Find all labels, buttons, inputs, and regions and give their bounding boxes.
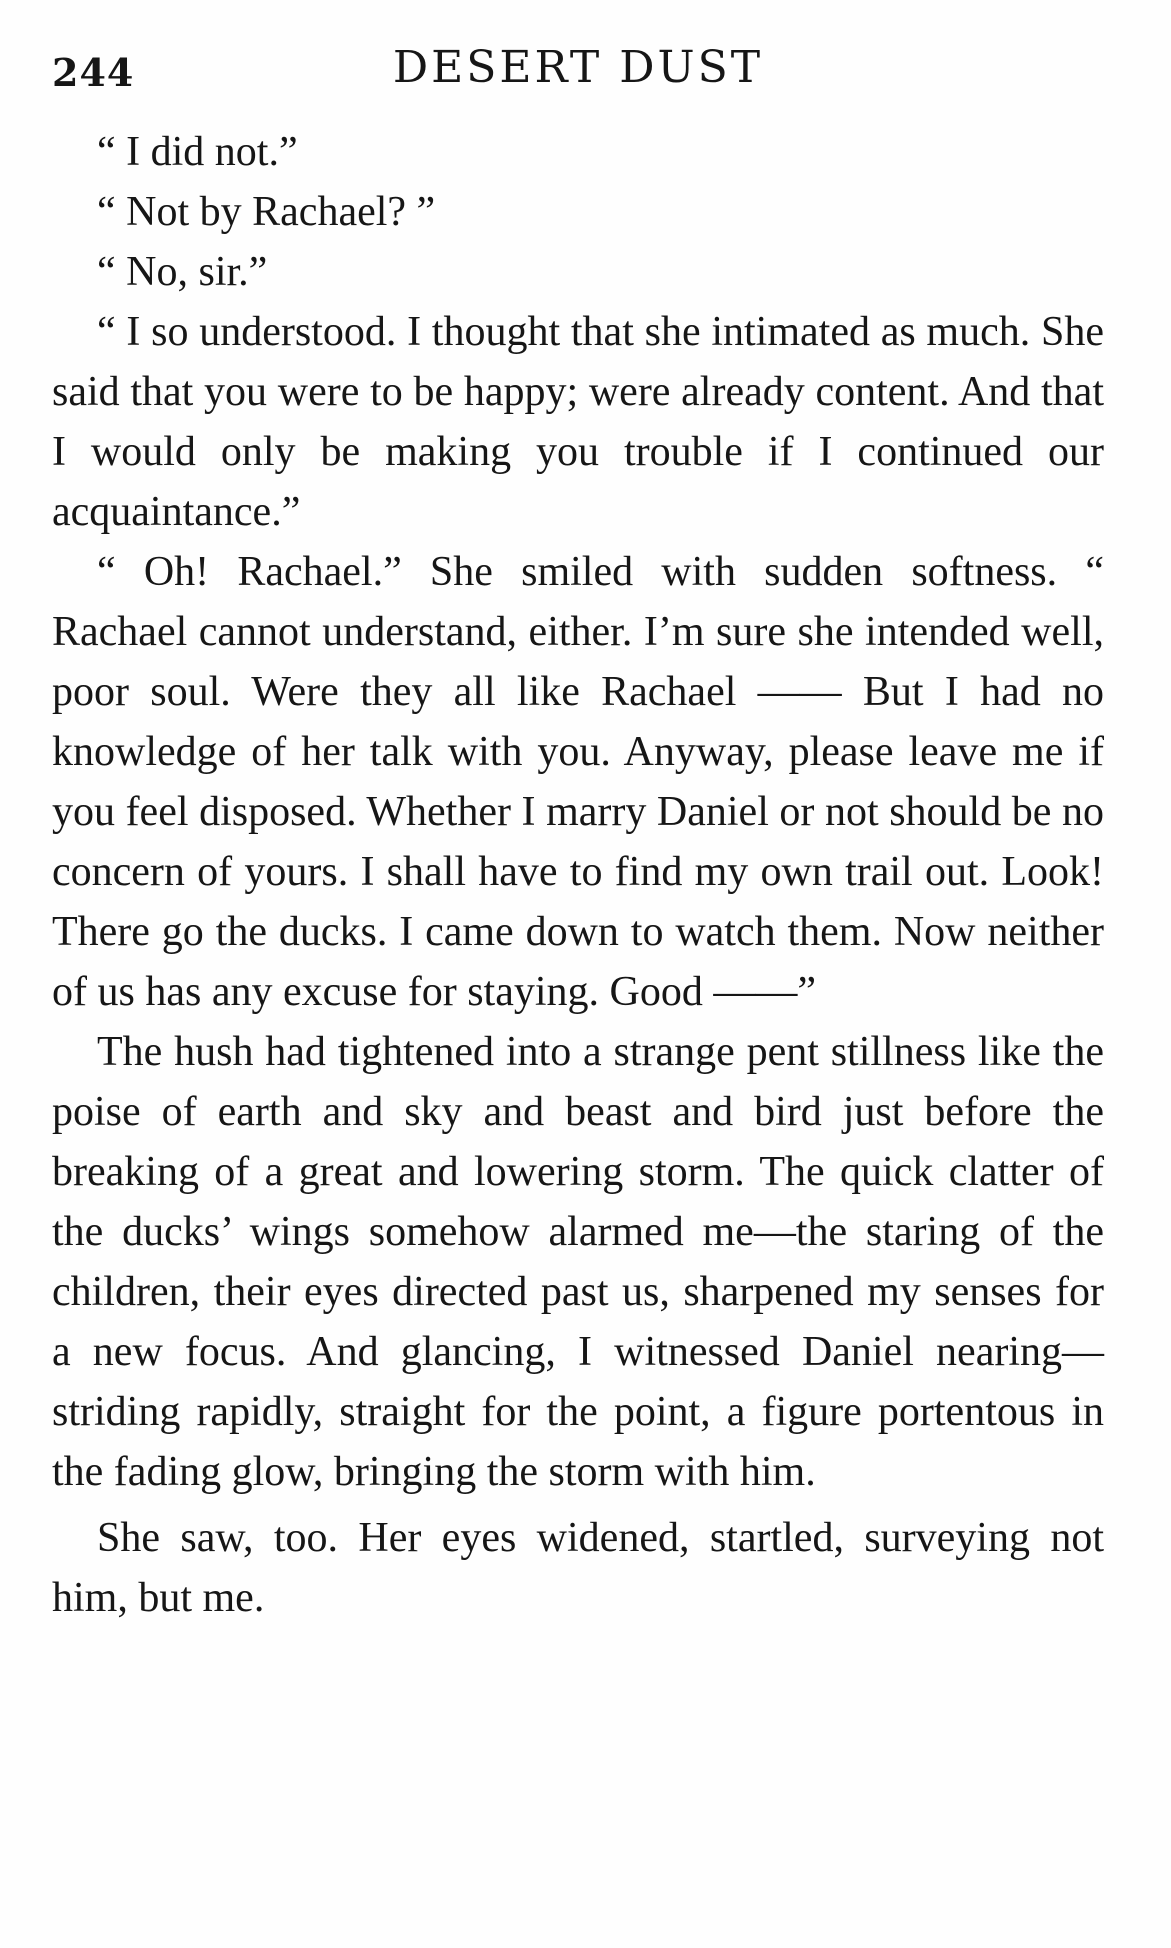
paragraph: She saw, too. Her eyes widened, startled, surveying not him, but me. (52, 1515, 1104, 1621)
paragraph: “ No, sir.” (97, 249, 268, 295)
body-text (52, 122, 1104, 1628)
book-title: DESERT DUST (392, 42, 764, 93)
paragraph: “ I did not.” (97, 129, 298, 175)
page-number: 244 (52, 50, 135, 95)
paragraph: “ Not by Rachael? ” (97, 189, 436, 235)
paragraph: “ I so understood. I thought that she intimated as much. She said that you were to be happy; were already content. And that I would only be making you trouble if I continued our acquaintance.” (52, 309, 1104, 535)
running-head (52, 42, 1104, 102)
paragraph: “ Oh! Rachael.” She smiled with sudden softness. “ Rachael cannot understand, either. I’m sure she intended well, poor soul. Were they all like Rachael —— But I had no knowledge of her talk with you. Anyway, please leave me if you feel disposed. Whether I marry Daniel or not should be no concern of yours. I shall have to find my own trail out. Look! There go the ducks. I came down to watch them. Now neither of us has any excuse for staying. Good ——” (52, 549, 1104, 1015)
paragraph: The hush had tightened into a strange pent stillness like the poise of earth and sky and beast and bird just before the breaking of a great and lowering storm. The quick clatter of the ducks’ wings somehow alarmed me—the staring of the children, their eyes directed past us, sharpened my senses for a new focus. And glancing, I witnessed Daniel nearing— striding rapidly, straight for the point, a figure portentous in the fading glow, bringing the storm with him. (52, 1029, 1104, 1495)
